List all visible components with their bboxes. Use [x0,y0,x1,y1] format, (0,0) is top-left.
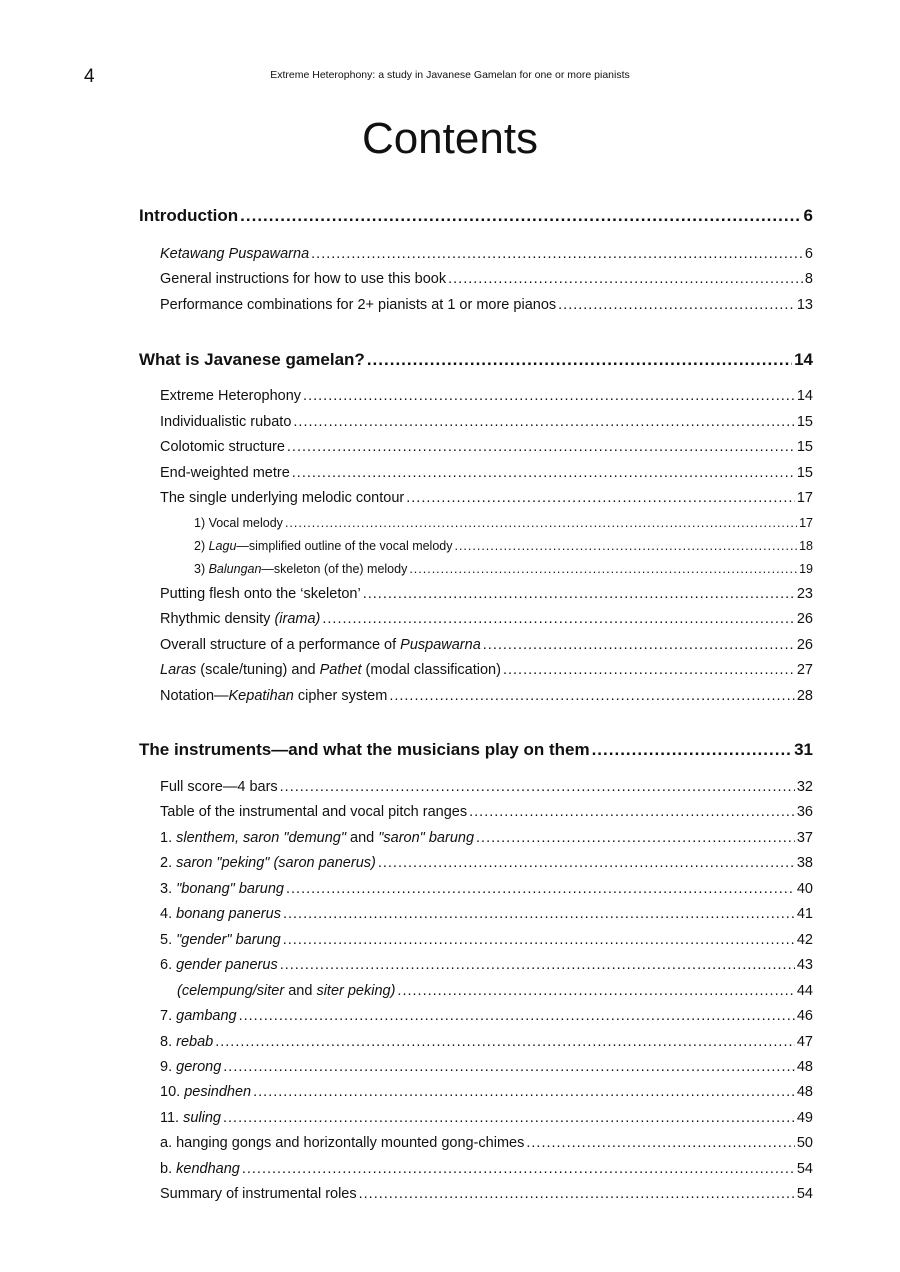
toc-entry-melodic-contour[interactable] [160,490,813,506]
toc-entry-vocal-melody[interactable] [194,516,813,530]
toc-entry-title: The single underlying melodic contour [160,490,405,506]
toc-entry-title: 3) Balungan—skeleton (of the) melody [194,562,408,576]
toc-entry-page: 26 [796,611,813,627]
toc-entry-title: 1) Vocal melody [194,516,283,530]
toc-entry-page: 38 [796,855,813,871]
toc-entry-page: 44 [796,983,813,999]
toc-entry-title: 2) Lagu—simplified outline of the vocal melody [194,539,453,553]
toc-entry-page: 31 [794,740,813,759]
toc-entry-title: 6. gender panerus [160,957,278,973]
toc-entry-title: Overall structure of a performance of Puspawarna [160,637,481,653]
toc-entry-putting-flesh[interactable] [160,586,813,602]
toc-entry-page: 48 [796,1059,813,1075]
toc-entry-title: 3. "bonang" barung [160,881,284,897]
toc-entry-kendhang[interactable] [160,1161,813,1177]
toc-entry-overall-structure[interactable] [160,637,813,653]
toc-entry-page: 15 [796,465,813,481]
toc-entry-title: 11. suling [160,1110,221,1126]
toc-entry-title: 10. pesindhen [160,1084,252,1100]
toc-entry-title: b. kendhang [160,1161,240,1177]
running-header: Extreme Heterophony: a study in Javanese Gamelan for one or more pianists [270,69,630,81]
toc-entry-title: Notation—Kepatihan cipher system [160,688,388,704]
page-title: Contents [361,114,539,163]
toc-entry-page: 18 [799,539,813,553]
toc-entry-title: Table of the instrumental and vocal pitch ranges [160,804,468,820]
toc-entry-page: 50 [796,1135,813,1151]
toc-entry-celempung-siter[interactable] [177,983,813,999]
toc-entry-pesindhen[interactable] [160,1084,813,1100]
toc-entry-individualistic-rubato[interactable] [160,414,813,430]
toc-entry-page: 6 [804,246,813,262]
toc-entry-title: The instruments—and what the musicians play on them [139,740,590,759]
toc-entry-suling[interactable] [160,1110,813,1126]
toc-entry-page: 49 [796,1110,813,1126]
toc-entry-gender-panerus[interactable] [160,957,813,973]
toc-entry-page: 19 [799,562,813,576]
toc-entry-title: 5. "gender" barung [160,932,281,948]
toc-entry-page: 46 [796,1008,813,1024]
toc-entry-page: 48 [796,1084,813,1100]
toc-entry-page: 28 [796,688,813,704]
toc-entry-bonang-panerus[interactable] [160,906,813,922]
toc-entry-title: Full score—4 bars [160,779,278,795]
toc-entry-page: 27 [796,662,813,678]
toc-entry-page: 54 [796,1161,813,1177]
toc-entry-page: 36 [796,804,813,820]
toc-entry-general-instructions[interactable] [160,271,813,287]
toc-entry-page: 8 [804,271,813,287]
toc-entry-performance-combinations[interactable] [160,297,813,313]
toc-entry-page: 17 [799,516,813,530]
toc-entry-title: 8. rebab [160,1034,214,1050]
toc-entry-notation[interactable] [160,688,813,704]
toc-entry-title: Summary of instrumental roles [160,1186,357,1202]
toc-entry-rhythmic-density[interactable] [160,611,813,627]
toc-entry-page: 26 [796,637,813,653]
toc-entry-page: 40 [796,881,813,897]
toc-entry-title: Putting flesh onto the ‘skeleton’ [160,586,361,602]
toc-entry-title: 1. slenthem, saron "demung" and "saron" barung [160,830,475,846]
toc-entry-title: Individualistic rubato [160,414,292,430]
toc-entry-title: Extreme Heterophony [160,388,302,404]
toc-entry-title: What is Javanese gamelan? [139,350,365,369]
toc-entry-saron-peking[interactable] [160,855,813,871]
toc-entry-laras-pathet[interactable] [160,662,813,678]
toc-entry-page: 32 [796,779,813,795]
toc-entry-end-weighted-metre[interactable] [160,465,813,481]
toc-entry-page: 14 [794,350,813,369]
toc-entry-rebab[interactable] [160,1034,813,1050]
toc-entry-page: 54 [796,1186,813,1202]
toc-entry-title: 9. gerong [160,1059,222,1075]
toc-entry-page: 23 [796,586,813,602]
toc-entry-page: 41 [796,906,813,922]
toc-entry-page: 13 [796,297,813,313]
toc-entry-page: 42 [796,932,813,948]
toc-entry-slenthem[interactable] [160,830,813,846]
toc-entry-bonang-barung[interactable] [160,881,813,897]
toc-entry-gerong[interactable] [160,1059,813,1075]
toc-entry-gambang[interactable] [160,1008,813,1024]
toc-entry-extreme-heterophony[interactable] [160,388,813,404]
toc-entry-title: Ketawang Puspawarna [160,246,310,262]
toc-entry-title: Laras (scale/tuning) and Pathet (modal classification) [160,662,501,678]
toc-entry-title: Performance combinations for 2+ pianists at 1 or more pianos [160,297,557,313]
toc-entry-pitch-ranges[interactable] [160,804,813,820]
toc-entry-title: 4. bonang panerus [160,906,281,922]
page-number: 4 [84,66,95,87]
toc-entry-introduction[interactable] [139,206,813,226]
toc-entry-summary-instrumental-roles[interactable] [160,1186,813,1202]
toc-entry-page: 17 [796,490,813,506]
toc-entry-title: End-weighted metre [160,465,290,481]
toc-entry-title: General instructions for how to use this book [160,271,447,287]
toc-entry-page: 43 [796,957,813,973]
toc-entry-page: 15 [796,439,813,455]
toc-entry-full-score[interactable] [160,779,813,795]
toc-entry-title: 2. saron "peking" (saron panerus) [160,855,376,871]
toc-entry-hanging-gongs[interactable] [160,1135,813,1151]
toc-entry-balungan[interactable] [194,562,813,576]
toc-entry-page: 6 [803,206,813,225]
toc-entry-colotomic-structure[interactable] [160,439,813,455]
toc-entry-title: Introduction [139,206,239,225]
toc-entry-the-instruments[interactable] [139,740,813,760]
toc-entry-title: a. hanging gongs and horizontally mounted gong-chimes [160,1135,525,1151]
toc-entry-gender-barung[interactable] [160,932,813,948]
toc-entry-title: Colotomic structure [160,439,285,455]
toc-entry-ketawang-puspawarna[interactable] [160,246,813,262]
toc-entry-what-is-javanese-gamelan[interactable] [139,350,813,370]
toc-entry-title: 7. gambang [160,1008,237,1024]
toc-entry-page: 15 [796,414,813,430]
toc-entry-lagu[interactable] [194,539,813,553]
toc-entry-page: 37 [796,830,813,846]
toc-entry-page: 47 [796,1034,813,1050]
toc-entry-page: 14 [796,388,813,404]
toc-entry-title: Rhythmic density (irama) [160,611,321,627]
toc-entry-title: (celempung/siter and siter peking) [177,983,396,999]
